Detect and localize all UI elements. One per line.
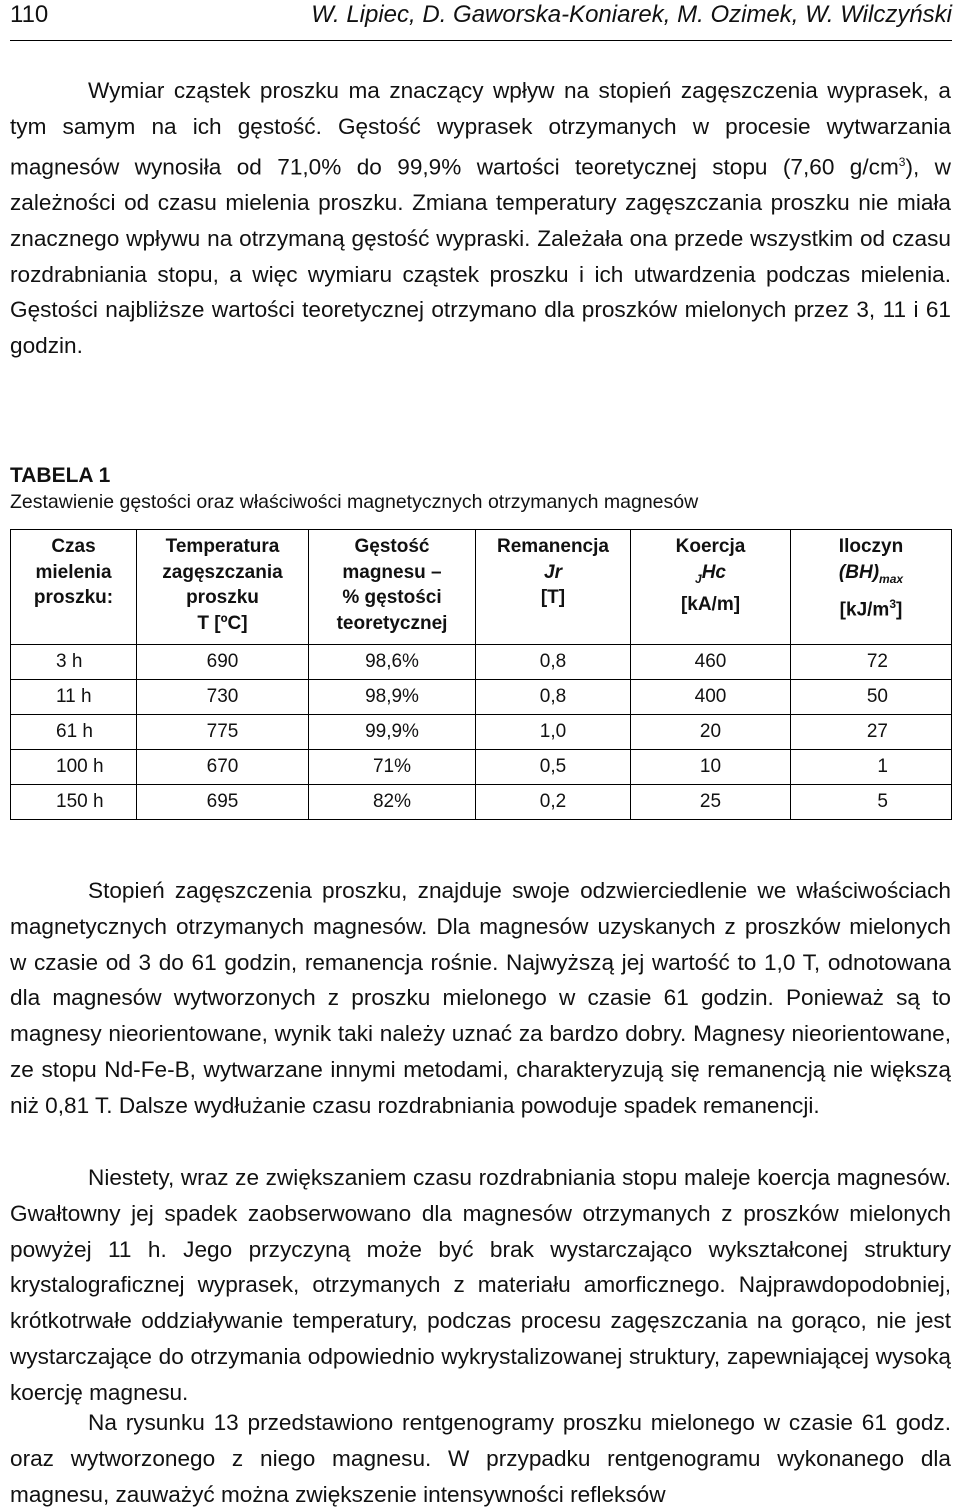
table-cell: 98,6% (309, 645, 476, 680)
paragraph-text: Wymiar cząstek proszku ma znaczący wpływ na stopień zagęszczenia wyprasek, a tym samym na ich gęstość. Gęstość wyprasek otrzymanych w procesie wytwarzania magnesów wynosiła od 71,0% do 99,9% wartości teoretycznej stopu (7,60 g/cm (10, 78, 951, 180)
table-cell: 71% (309, 750, 476, 785)
subscript: max (879, 571, 904, 586)
header-line: Remanencja (497, 536, 609, 557)
table-cell: 72 (791, 645, 952, 680)
header-line: mielenia (35, 561, 112, 583)
header-line: teoretycznej (336, 612, 448, 634)
table-row (11, 785, 952, 820)
table-cell: 730 (137, 680, 309, 715)
header-line: magnesu – (342, 561, 442, 583)
table-cell: 150 h (11, 785, 137, 820)
unit-text: ] (896, 599, 903, 621)
header-remanence (476, 530, 631, 645)
data-table (10, 529, 952, 820)
table-cell: 98,9% (309, 680, 476, 715)
header-compaction-temperature (137, 530, 309, 645)
header-density (309, 530, 476, 645)
table-cell: 61 h (11, 715, 137, 750)
table-cell: 670 (137, 750, 309, 785)
header-coercivity (631, 530, 791, 645)
header-line: [T] (540, 587, 566, 608)
header-line (797, 592, 945, 623)
header-milling-time (11, 530, 137, 645)
paragraph-text: Stopień zagęszczenia proszku, znajduje swoje odzwierciedlenie we właściwościach magnetycznych otrzymanych magnesów. Dla magnesów uzyskanych z proszków mielonych w czasie od 3 do 61 godzin, remanencja rośnie. Najwyższą jej wartość to 1,0 T, odnotowana dla magnesów wytworzonych z proszku mielonego w czasie 61 godzin. Ponieważ są to magnesy nieorientowane, wynik taki należy uznać za bardzo dobry. Magnesy nieorientowane, ze stopu Nd-Fe-B, wytwarzane innymi metodami, charakteryzują się remanencją nie większą niż 0,81 T. Dalsze wydłużanie czasu rozdrabniania powoduje spadek remanencji. (10, 878, 951, 1118)
table-cell: 460 (631, 645, 791, 680)
paragraph-particle-size (10, 73, 951, 364)
page-number: 110 (10, 1, 49, 28)
table-cell: 50 (791, 680, 952, 715)
running-header (10, 0, 952, 41)
header-energy-product (791, 530, 952, 645)
table-cell: 99,9% (309, 715, 476, 750)
paragraph-magnetic-properties (10, 873, 951, 1124)
header-line: Iloczyn (838, 536, 904, 557)
header-line: T [ºC] (197, 612, 248, 634)
table-cell: 82% (309, 785, 476, 820)
table-caption: Zestawienie gęstości oraz właściwości magnetycznych otrzymanych magnesów (10, 491, 699, 513)
table-header-row (11, 530, 952, 645)
table-cell: 20 (631, 715, 791, 750)
table-row (11, 750, 952, 785)
paragraph-coercivity (10, 1160, 951, 1411)
table-cell: 0,5 (476, 750, 631, 785)
table-cell: 690 (137, 645, 309, 680)
table-cell: 11 h (11, 680, 137, 715)
subscript: J (695, 571, 702, 586)
table-cell: 0,8 (476, 645, 631, 680)
table-cell: 400 (631, 680, 791, 715)
unit-text: [kJ/m (839, 599, 890, 621)
header-line: Czas (51, 536, 96, 557)
header-line: Gęstość (354, 536, 430, 557)
superscript: 3 (898, 154, 906, 169)
table-row (11, 680, 952, 715)
header-line: zagęszczania (162, 561, 283, 583)
table-row (11, 645, 952, 680)
table-cell: 695 (137, 785, 309, 820)
table-cell: 1 (791, 750, 952, 785)
header-line: [kA/m] (680, 593, 741, 615)
header-line: proszku: (33, 587, 114, 608)
header-line (797, 560, 945, 592)
table-cell: 3 h (11, 645, 137, 680)
header-symbol: (BH) (838, 561, 880, 583)
header-line: proszku (186, 587, 259, 608)
table-cell: 5 (791, 785, 952, 820)
table-cell: 0,8 (476, 680, 631, 715)
header-line (637, 560, 784, 592)
table-row (11, 715, 952, 750)
paragraph-xrd (10, 1405, 951, 1512)
table-cell: 1,0 (476, 715, 631, 750)
superscript: 3 (889, 596, 896, 611)
table-cell: 25 (631, 785, 791, 820)
header-line: Temperatura (165, 536, 280, 557)
header-line: Jr (544, 561, 562, 583)
header-line: Koercja (675, 536, 746, 557)
paragraph-text: Na rysunku 13 przedstawiono rentgenogramy proszku mielonego w czasie 61 godz. oraz wytworzonego z niego magnesu. W przypadku rentgenogramu wykonanego dla magnesu, zauważyć można zwiększenie intensywności refleksów (10, 1410, 951, 1507)
table-cell: 27 (791, 715, 952, 750)
table-label: TABELA 1 (10, 464, 111, 487)
running-header-authors: W. Lipiec, D. Gaworska-Koniarek, M. Ozimek, W. Wilczyński (311, 1, 952, 28)
table-cell: 775 (137, 715, 309, 750)
paragraph-text: Niestety, wraz ze zwiększaniem czasu rozdrabniania stopu maleje koercja magnesów. Gwałtowny jej spadek zaobserwowano dla magnesów otrzymanych z proszków mielonych powyżej 11 h. Jego przyczyną może być brak wystarczająco wykształconej struktury krystalograficznej wyprasek, otrzymanych z materiału amorficznego. Najprawdopodobniej, krótkotrwałe oddziaływanie temperatury, podczas procesu zagęszczania na gorąco, nie jest wystarczające do otrzymania odpowiednio wykrystalizowanej struktury, zapewniającej wysoką koercję magnesu. (10, 1165, 951, 1405)
table-cell: 100 h (11, 750, 137, 785)
table-cell: 10 (631, 750, 791, 785)
header-symbol: Hc (701, 561, 726, 583)
header-line: % gęstości (342, 587, 442, 608)
table-cell: 0,2 (476, 785, 631, 820)
paragraph-text: ), w zależności od czasu mielenia proszku. Zmiana temperatury zagęszczania proszku nie miała znacznego wpływu na otrzymaną gęstość wypraski. Zależała ona przede wszystkim od czasu rozdrabniania stopu, a więc wymiaru cząstek proszku i ich utwardzenia podczas mielenia. Gęstości najbliższe wartości teoretycznej otrzymano dla proszków mielonych przez 3, 11 i 61 godzin. (10, 154, 951, 359)
